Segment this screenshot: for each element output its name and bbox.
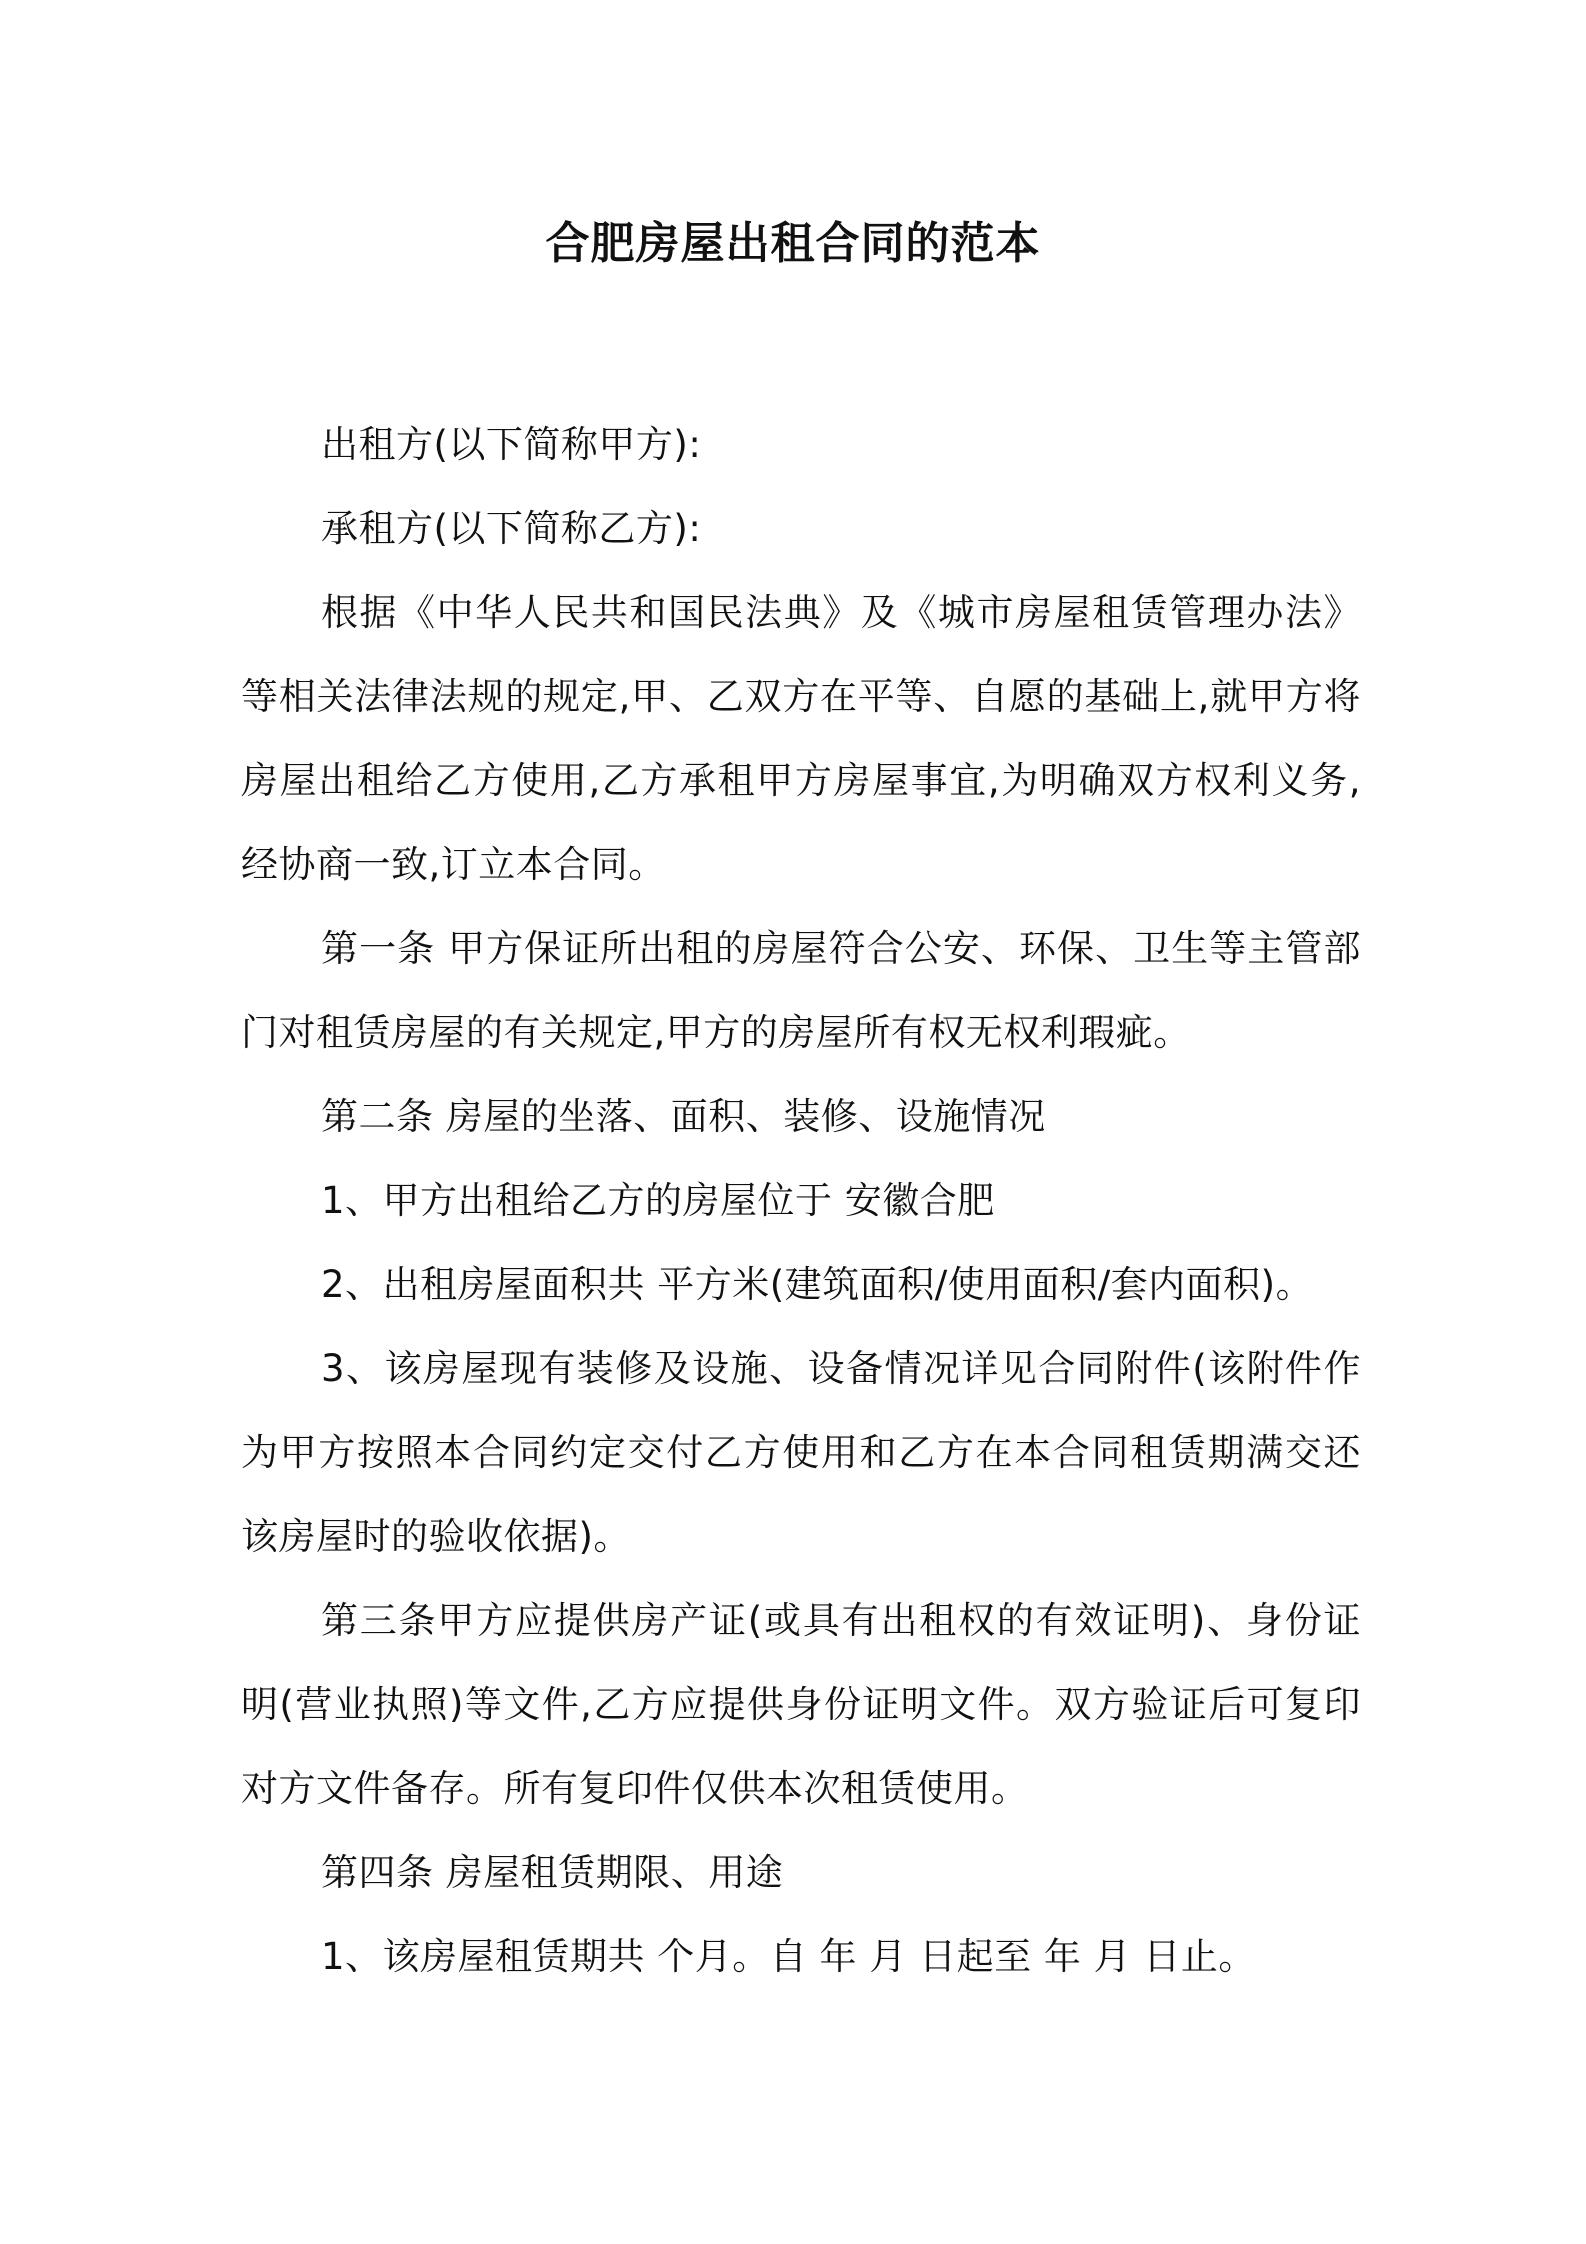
article-2-item-1: 1、甲方出租给乙方的房屋位于 安徽合肥 xyxy=(321,1179,995,1222)
article-2-item-2: 2、出租房屋面积共 平方米(建筑面积/使用面积/套内面积)。 xyxy=(321,1263,1314,1306)
article-2-item-3: 3、该房屋现有装修及设施、设备情况详见合同附件(该附件作为甲方按照本合同约定交付乙方使用和乙方在本合同租赁期满交还该房屋时的验收依据)。 xyxy=(241,1347,1361,1558)
article-3-paragraph: 第三条甲方应提供房产证(或具有出租权的有效证明)、身份证明(营业执照)等文件,乙方应提供身份证明文件。双方验证后可复印对方文件备存。所有复印件仅供本次租赁使用。 xyxy=(241,1599,1361,1810)
preamble-paragraph: 根据《中华人民共和国民法典》及《城市房屋租赁管理办法》等相关法律法规的规定,甲、乙双方在平等、自愿的基础上,就甲方将房屋出租给乙方使用,乙方承租甲方房屋事宜,为明确双方权利义务,经协商一致,订立本合同。 xyxy=(241,591,1361,886)
article-4-item-1: 1、该房屋租赁期共 个月。自 年 月 日起至 年 月 日止。 xyxy=(321,1935,1256,1978)
lessor-line: 出租方(以下简称甲方): xyxy=(321,423,702,466)
document-title: 合肥房屋出租合同的范本 xyxy=(545,218,1041,269)
lessee-line: 承租方(以下简称乙方): xyxy=(321,507,702,550)
document-body xyxy=(241,403,1361,1999)
article-4-heading: 第四条 房屋租赁期限、用途 xyxy=(321,1851,784,1894)
article-1-paragraph: 第一条 甲方保证所出租的房屋符合公安、环保、卫生等主管部门对租赁房屋的有关规定,甲方的房屋所有权无权利瑕疵。 xyxy=(241,927,1361,1054)
article-2-heading: 第二条 房屋的坐落、面积、装修、设施情况 xyxy=(321,1095,1046,1138)
